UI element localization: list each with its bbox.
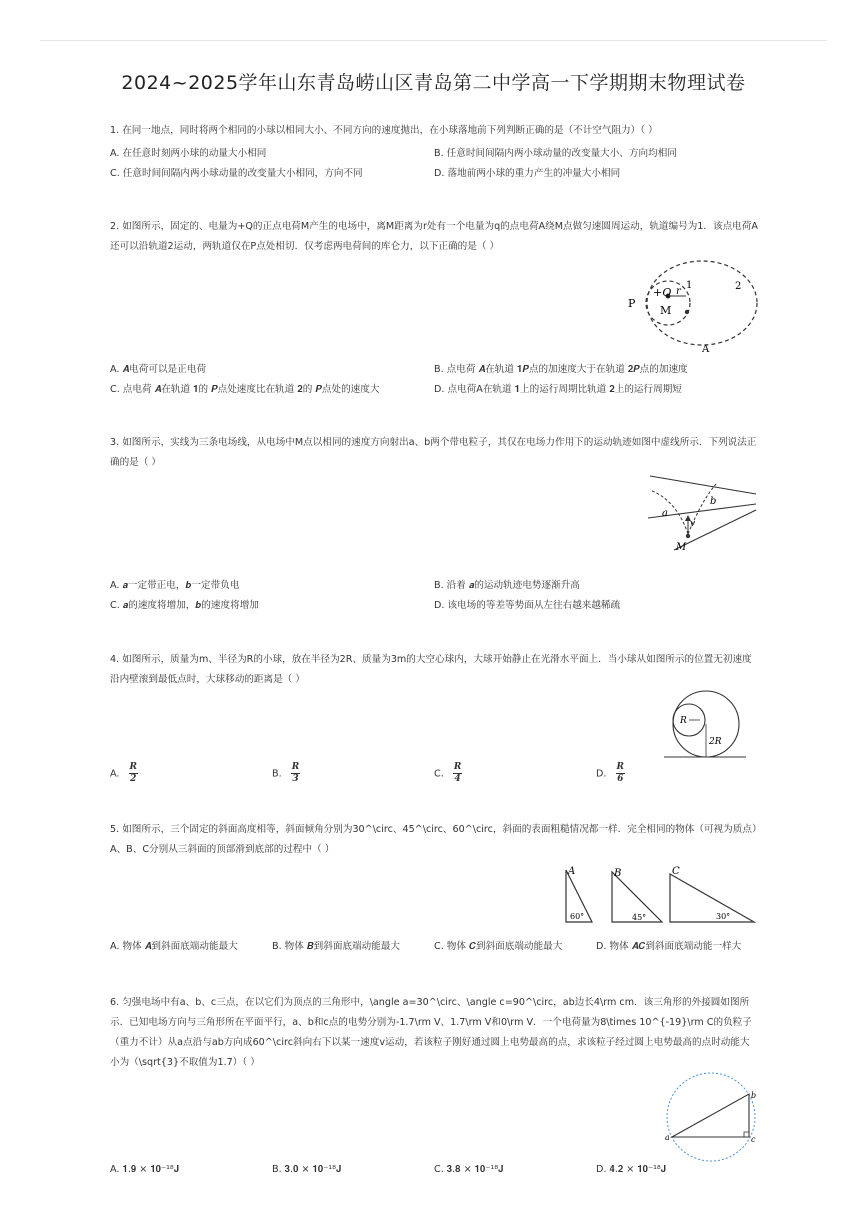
fraction xyxy=(616,762,625,785)
q3-option-a[interactable]: A. 𝒂一定带正电，𝒃一定带负电 xyxy=(110,580,240,591)
numerator: R xyxy=(129,762,137,772)
q6-option-d[interactable]: D. 𝟒.𝟐 × 𝟏𝟎⁻¹⁸𝐉 xyxy=(596,1164,667,1175)
q2-option-c[interactable]: C. 点电荷 𝑨在轨道 𝟏的 𝑷点处速度比在轨道 𝟐的 𝑷点处的速度大 xyxy=(110,384,380,395)
circumcircle xyxy=(667,1073,755,1161)
label-b: b xyxy=(751,1091,757,1100)
q3-option-b[interactable]: B. 沿着 𝒂的运动轨迹电势逐渐升高 xyxy=(434,580,580,591)
q6-option-c[interactable]: C. 𝟑.𝟖 × 𝟏𝟎⁻¹⁸𝐉 xyxy=(434,1164,504,1175)
label-orbit-1: 1 xyxy=(686,280,693,291)
angle-45: 45° xyxy=(632,913,647,922)
q4-option-b[interactable] xyxy=(272,762,300,785)
label-p: P xyxy=(628,297,636,310)
label-b: B xyxy=(614,868,622,879)
fraction xyxy=(129,762,138,785)
label-b: b xyxy=(710,496,717,507)
label-a: A xyxy=(568,866,576,877)
q6-option-b[interactable]: B. 𝟑.𝟎 × 𝟏𝟎⁻¹⁸𝐉 xyxy=(272,1164,342,1175)
q6-option-a[interactable]: A. 𝟏.𝟗 × 𝟏𝟎⁻¹⁸𝐉 xyxy=(110,1164,180,1175)
q5-option-c[interactable]: C. 物体 𝑪到斜面底端动能最大 xyxy=(434,941,563,952)
q5-option-d[interactable]: D. 物体 𝑨𝑪到斜面底端动能一样大 xyxy=(596,941,742,952)
right-angle-mark xyxy=(744,1132,749,1137)
label-a: a xyxy=(662,508,668,519)
q4-option-d[interactable] xyxy=(596,762,625,785)
question-2-stem: 2. 如图所示，固定的、电量为+Q的正点电荷M产生的电场中，离M距离为r处有一个电量为q的点电荷A绕M点做匀速圆周运动，轨道编号为1．该点电荷A还可以沿轨道2运动，两轨道仅在P点处相切．仅考虑两电荷间的库仑力，以下正确的是（ ） xyxy=(110,221,758,252)
q4-option-a[interactable] xyxy=(110,762,138,785)
incline-c xyxy=(670,874,754,922)
field-line-1 xyxy=(650,476,756,494)
q2-option-d[interactable]: D. 点电荷A在轨道 𝟏上的运行周期比轨道 𝟐上的运行周期短 xyxy=(434,384,682,395)
fraction xyxy=(453,762,462,785)
orbit-2 xyxy=(647,261,757,345)
charge-a-dot xyxy=(685,310,689,314)
option-letter: B. xyxy=(272,768,282,780)
triangle-abc xyxy=(672,1094,749,1137)
label-m: M xyxy=(676,542,687,553)
label-2r: 2R xyxy=(709,737,722,747)
q2-option-a[interactable]: A. 𝑨电荷可以是正电荷 xyxy=(110,364,206,375)
label-plus-q: +Q xyxy=(653,286,672,299)
q5-inclines-figure xyxy=(558,862,758,926)
field-line-3 xyxy=(674,510,756,550)
fraction xyxy=(291,762,300,785)
denominator: 6 xyxy=(617,774,624,784)
q2-orbit-figure xyxy=(620,256,760,354)
q6-circle-figure xyxy=(664,1070,758,1164)
q4-option-c[interactable] xyxy=(434,762,462,785)
q1-option-b[interactable]: B. 任意时间间隔内两小球动量的改变量大小、方向均相同 xyxy=(434,148,677,159)
q1-option-d[interactable]: D. 落地前两小球的重力产生的冲量大小相同 xyxy=(434,168,621,179)
option-letter: A. xyxy=(110,768,120,780)
angle-60: 60° xyxy=(570,912,585,921)
label-orbit-2: 2 xyxy=(735,281,742,292)
q1-option-c[interactable]: C. 任意时间间隔内两小球动量的改变量大小相同，方向不同 xyxy=(110,168,363,179)
q3-option-c[interactable]: C. 𝒂的速度将增加，𝒃的速度将增加 xyxy=(110,600,259,611)
numerator: R xyxy=(616,762,624,772)
q4-sphere-figure xyxy=(660,688,748,762)
question-3-stem: 3. 如图所示，实线为三条电场线，从电场中M点以相同的速度方向射出a、b两个带电粒子，其仅在电场力作用下的运动轨迹如图中虚线所示．下列说法正确的是（ ） xyxy=(110,437,757,468)
q3-field-figure xyxy=(644,470,760,576)
q2-option-b[interactable]: B. 点电荷 𝑨在轨道 𝟏𝑷点的加速度大于在轨道 𝟐𝑷点的加速度 xyxy=(434,364,688,375)
option-letter: C. xyxy=(434,768,444,780)
label-c: c xyxy=(751,1135,756,1144)
numerator: R xyxy=(291,762,300,772)
denominator: 3 xyxy=(292,774,299,784)
top-divider xyxy=(40,40,827,41)
denominator: 4 xyxy=(454,774,461,784)
question-4-stem: 4. 如图所示，质量为m、半径为R的小球，放在半径为2R、质量为3m的大空心球内，大球开始静止在光滑水平面上．当小球从如图所示的位置无初速度沿内壁滚到最低点时，大球移动的距离是（ ） xyxy=(110,654,752,685)
denominator: 2 xyxy=(130,774,137,784)
label-m: M xyxy=(660,304,672,317)
numerator: R xyxy=(453,762,462,772)
label-c: C xyxy=(672,866,680,877)
q3-option-d[interactable]: D. 该电场的等差等势面从左往右越来越稀疏 xyxy=(434,600,621,611)
label-v: v xyxy=(690,519,696,529)
page-title: 2024~2025学年山东青岛崂山区青岛第二中学高一下学期期末物理试卷 xyxy=(121,72,746,94)
option-letter: D. xyxy=(596,768,607,780)
q5-option-a[interactable]: A. 物体 𝑨到斜面底端动能最大 xyxy=(110,941,238,952)
question-1-stem: 1. 在同一地点，同时将两个相同的小球以相同大小、不同方向的速度抛出，在小球落地前下列判断正确的是（不计空气阻力）（ ） xyxy=(110,125,658,136)
question-6-stem: 6. 匀强电场中有a、b、c三点，在以它们为顶点的三角形中，\angle a=30^\circ、\angle c=90^\circ，ab边长4\rm cm．该三角形的外接圆如图所示．已知电场方向与三角形所在平面平行，a、b和c点的电势分别为-1.7\rm V、1.7\rm V和0\rm V．一个电荷量为8\times 10^{-19}\rm C的负粒子（重力不计）从a点沿与ab方向成60^\circ斜向右下以某一速度v运动，若该粒子刚好通过圆上电势最高的点，求该粒子经过圆上电势最高的点时动能大小为（\sqrt{3}不取值为1.7）（ ） xyxy=(110,997,752,1068)
q1-option-a[interactable]: A. 在任意时刻两小球的动量大小相同 xyxy=(110,148,267,159)
q5-option-b[interactable]: B. 物体 𝑩到斜面底端动能最大 xyxy=(272,941,401,952)
label-a: a xyxy=(665,1133,670,1142)
label-r: r xyxy=(676,286,681,297)
trajectory-a xyxy=(650,490,688,534)
question-5-stem: 5. 如图所示，三个固定的斜面高度相等，斜面倾角分别为30^\circ、45^\circ、60^\circ，斜面的表面粗糙情况都一样．完全相同的物体（可视为质点）A、B、C分别从三斜面的顶部滑到底部的过程中（ ） xyxy=(110,824,757,855)
label-r: R xyxy=(680,716,687,726)
label-a: A xyxy=(702,344,710,354)
angle-30: 30° xyxy=(716,912,731,921)
